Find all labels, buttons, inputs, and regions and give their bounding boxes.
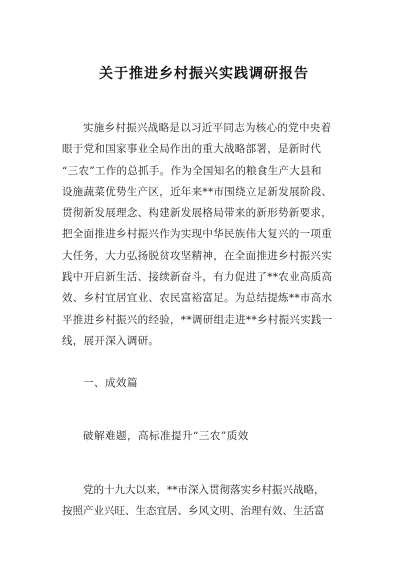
intro-line: 线，展开深入调研。 <box>62 334 160 347</box>
intro-line: 设施蔬菜优势生产区，近年来**市围绕立足新发展阶段、 <box>62 185 333 198</box>
intro-line: 大任务，大力弘扬脱贫攻坚精神，在全面推进乡村振兴实 <box>62 249 332 262</box>
intro-line: 贯彻新发展理念、构建新发展格局带来的新形势新要求， <box>62 207 332 220</box>
body-line: 按照产业兴旺、生态宜居、乡风文明、治理有效、生活富 <box>62 505 325 518</box>
intro-paragraph <box>62 118 350 352</box>
body-paragraph <box>62 480 350 523</box>
intro-line: 效、乡村宜居宜业、农民富裕富足。为总结提炼**市高水 <box>62 292 333 305</box>
intro-line: 把全面推进乡村振兴作为实现中华民族伟大复兴的一项重 <box>62 228 332 241</box>
document-title: 关于推进乡村振兴实践调研报告 <box>99 66 309 82</box>
section-heading: 一、成效篇 <box>83 377 138 389</box>
intro-line: “三农”工作的总抓手。作为全国知名的粮食生产大县和 <box>62 164 322 177</box>
sub-heading: 破解难题，高标准提升“三农”质效 <box>83 430 249 442</box>
intro-line: 践中开启新生活、接续新奋斗，有力促进了**农业高质高 <box>62 271 333 284</box>
intro-line: 平推进乡村振兴的经验，**调研组走进**乡村振兴实践一 <box>62 313 333 326</box>
intro-line: 实施乡村振兴战略是以习近平同志为核心的党中央着 <box>83 122 332 134</box>
body-line: 党的十九大以来，**市深入贯彻落实乡村振兴战略， <box>83 484 325 496</box>
intro-line: 眼于党和国家事业全局作出的重大战略部署，是新时代 <box>62 143 322 156</box>
